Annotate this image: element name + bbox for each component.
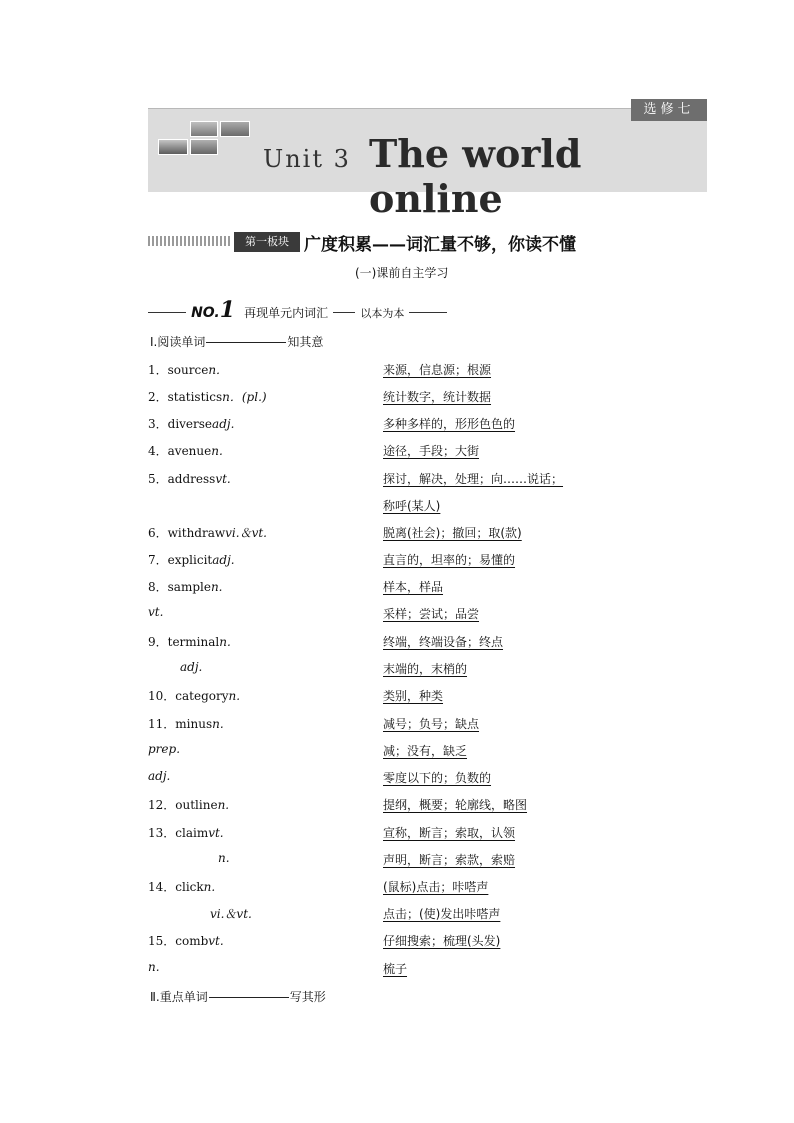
vocab-definition: 减；没有，缺乏 [383, 744, 468, 758]
unit-label: Unit 3 [263, 145, 351, 173]
part-label: 重点单词 [159, 990, 208, 1004]
vocab-definition: 样本，样品 [383, 580, 444, 594]
vocab-definition: 提纲，概要；轮廓线，略图 [383, 798, 528, 812]
vocab-pos: vt. [208, 934, 224, 948]
vocab-word: 2．statistics [148, 390, 223, 404]
vocab-term [148, 605, 163, 619]
vocab-pos: adj. [212, 553, 235, 567]
vocab-definition: 减号；负号；缺点 [383, 717, 480, 731]
vocab-pos: n． [208, 363, 229, 377]
vocab-row [148, 442, 668, 462]
vocab-row [148, 715, 668, 735]
vocab-term [148, 633, 231, 650]
vocab-term [210, 905, 252, 922]
vocab-row [148, 470, 668, 490]
no-label: NO. [191, 305, 220, 321]
vocab-pos: n．(pl.) [222, 390, 267, 404]
part-heading [150, 333, 323, 350]
vocab-definition: 类别，种类 [383, 689, 444, 703]
vocab-word: 5．address [148, 472, 216, 486]
vocab-pos: vt. [215, 472, 231, 486]
vocab-row [148, 633, 668, 653]
vocab-term [148, 715, 224, 732]
vocab-definition: 声明，断言；索款，索赔 [383, 853, 516, 867]
vocab-definition: 来源，信息源；根源 [383, 363, 492, 377]
vocab-term [148, 769, 170, 783]
part-suffix: 写其形 [289, 990, 326, 1004]
vocab-word: 15．comb [148, 934, 209, 948]
subsection-title: (一)课前自主学习 [355, 266, 449, 280]
vocab-row [148, 878, 668, 898]
divider [209, 997, 289, 998]
vocab-term [148, 524, 267, 541]
vocab-word: 11．minus [148, 717, 213, 731]
divider [333, 312, 355, 313]
unit-title: The world online [369, 131, 582, 221]
vocab-word: 14．click [148, 880, 204, 894]
vocab-pos: adj. [148, 769, 171, 783]
vocab-definition: 采样；尝试；品尝 [383, 607, 480, 621]
vocab-pos: vi.＆vt. [225, 526, 267, 540]
vocab-term [218, 851, 230, 865]
vocab-definition: 宣称，断言；索取，认领 [383, 826, 516, 840]
vocab-row [148, 578, 668, 598]
vocab-term [148, 960, 160, 974]
no-title: 再现单元内词汇 [244, 306, 329, 320]
vocab-row [148, 551, 668, 571]
part-roman: Ⅱ. [150, 990, 160, 1004]
vocab-term [148, 824, 224, 841]
vocab-word: 4．avenue [148, 444, 212, 458]
section-header [148, 230, 628, 254]
vocab-word: 10．category [148, 689, 229, 703]
vocab-pos: n. [148, 960, 160, 974]
vocab-definition: 末端的，末梢的 [383, 662, 468, 676]
vocab-pos: vi.＆vt. [210, 907, 252, 921]
vocab-definition: 途径，手段；大街 [383, 444, 480, 458]
vocab-definition: 多种多样的，形形色色的 [383, 417, 516, 431]
vocab-row [148, 960, 668, 980]
vocab-definition: 直言的，坦率的；易懂的 [383, 553, 516, 567]
vocab-definition: 点击；(使)发出咔嗒声 [383, 907, 501, 921]
part-roman: Ⅰ. [150, 335, 158, 349]
vocab-row [148, 742, 668, 762]
vocab-pos: n. [212, 717, 224, 731]
vocab-row [148, 905, 668, 925]
vocab-term [148, 442, 223, 459]
vocab-row [148, 361, 668, 381]
vocab-word: 12．outline [148, 798, 218, 812]
vocab-pos: n. [217, 798, 230, 812]
vocab-pos: n. [210, 580, 223, 594]
vocab-row [148, 687, 668, 707]
part-suffix: 知其意 [287, 335, 324, 349]
book-tag: 选修七 [631, 99, 707, 121]
vocab-word: 7．explicit [148, 553, 213, 567]
vocab-term [180, 660, 202, 674]
unit-banner [148, 102, 707, 221]
vocab-term [148, 361, 228, 378]
vocab-term [148, 415, 234, 432]
vocab-term [148, 578, 223, 595]
vocab-term [148, 470, 231, 487]
part-heading [150, 988, 326, 1005]
vocab-term [148, 742, 180, 756]
vocab-term [148, 687, 240, 704]
divider [206, 342, 286, 343]
vocab-row [148, 660, 668, 680]
vocab-word: 3．diverse [148, 417, 213, 431]
vocab-word: 9．terminal [148, 635, 220, 649]
vocab-definition: 仔细搜索；梳理(头发) [383, 934, 501, 948]
landscape-thumbnails-icon [158, 121, 254, 157]
vocab-word: 13．claim [148, 826, 209, 840]
part-label: 阅读单词 [157, 335, 206, 349]
vocab-row [148, 605, 668, 625]
vocab-definition: 脱离(社会)；撤回；取(款) [383, 526, 522, 540]
vocab-pos: vt. [148, 605, 164, 619]
divider [148, 312, 186, 313]
vocab-word: 6．withdraw [148, 526, 226, 540]
section-subtitle: ——词汇量不够，你读不懂 [372, 235, 576, 255]
no-subtitle: 以本为本 [360, 307, 405, 320]
section-title [304, 230, 576, 255]
vocab-pos: adj. [180, 660, 203, 674]
vocab-pos: n. [203, 880, 216, 894]
vocab-row [148, 388, 668, 408]
vocab-row [148, 415, 668, 435]
vocab-definition: 终端，终端设备；终点 [383, 635, 504, 649]
no-number: 1 [219, 297, 236, 323]
vocab-pos: n. [211, 444, 223, 458]
vocab-row [148, 796, 668, 816]
vocab-definition: 探讨，解决，处理；向……说话； [383, 472, 564, 486]
vocab-pos: n. [219, 635, 231, 649]
vocab-row [148, 824, 668, 844]
vocab-term [148, 388, 267, 405]
vocab-pos: vt. [208, 826, 224, 840]
vocab-definition: 零度以下的；负数的 [383, 771, 492, 785]
vocab-row [148, 769, 668, 789]
vocab-word: 8．sample [148, 580, 211, 594]
vocab-term [148, 796, 229, 813]
vocab-pos: adj. [212, 417, 235, 431]
vocab-word: 1．source [148, 363, 209, 377]
stripe-decoration [148, 236, 232, 246]
vocab-definition: 梳子 [383, 962, 408, 976]
vocab-definition: 称呼(某人) [383, 499, 441, 513]
vocab-pos: prep. [148, 742, 181, 756]
section-badge: 第一板块 [234, 232, 300, 252]
vocab-term [148, 551, 235, 568]
vocab-row [148, 851, 668, 871]
no-heading [148, 297, 478, 323]
vocab-pos: n. [218, 851, 230, 865]
vocab-term [148, 878, 215, 895]
vocab-row [148, 932, 668, 952]
section-title-main: 广度积累 [304, 235, 372, 255]
vocab-definition: 统计数字，统计数据 [383, 390, 492, 404]
vocab-row [148, 497, 668, 517]
divider [409, 312, 447, 313]
vocab-pos: n. [228, 689, 241, 703]
vocab-definition: (鼠标)点击；咔嗒声 [383, 880, 489, 894]
vocab-term [148, 932, 224, 949]
vocab-row [148, 524, 668, 544]
